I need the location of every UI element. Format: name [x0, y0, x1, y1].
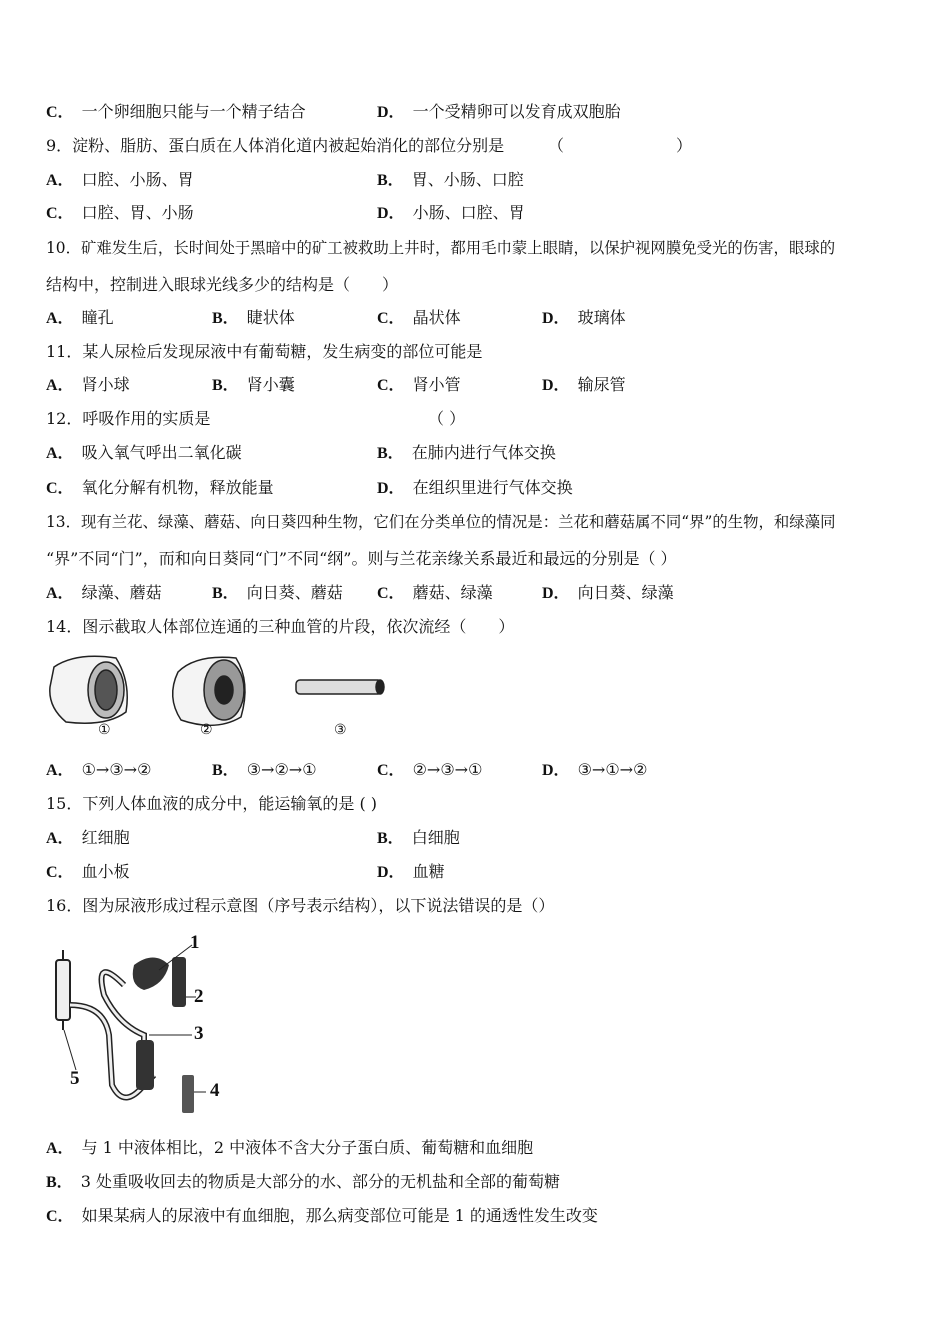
nephron-label-5: 5: [70, 1068, 80, 1089]
q12-option-b: B． 在肺内进行气体交换: [377, 443, 556, 462]
q13-stem-line2: “界”不同“门”，而和向日葵同“门”不同“纲”。则与兰花亲缘关系最近和最远的分别是（ ）: [46, 549, 677, 568]
q14-option-a: A． ①→③→②: [46, 760, 152, 779]
q9-answer-blank: （ ）: [548, 136, 693, 155]
q16-option-b: B． 3 处重吸收回去的物质是大部分的水、部分的无机盐和全部的葡萄糖: [46, 1172, 560, 1191]
vessel-label-3: ③: [334, 722, 347, 738]
q13-stem-line1: 13．现有兰花、绿藻、蘑菇、向日葵四种生物，它们在分类单位的情况是：兰花和蘑菇属不同“界”的生物，和绿藻同: [46, 513, 836, 531]
q9-option-d: D． 小肠、口腔、胃: [377, 203, 525, 222]
q10-stem-line1: 10．矿难发生后，长时间处于黑暗中的矿工被救助上井时，都用毛巾蒙上眼睛，以保护视网膜免受光的伤害，眼球的: [46, 239, 836, 257]
q9-option-a: A． 口腔、小肠、胃: [46, 170, 194, 189]
q13-option-d: D． 向日葵、绿藻: [542, 583, 674, 602]
q10-option-c: C． 晶状体: [377, 308, 461, 327]
q16-option-c: C． 如果某病人的尿液中有血细胞，那么病变部位可能是 1 的通透性发生改变: [46, 1206, 598, 1225]
q12-stem: 12．呼吸作用的实质是: [46, 409, 211, 428]
q10-option-b: B． 睫状体: [212, 308, 295, 327]
nephron-label-2: 2: [194, 986, 204, 1007]
q9-option-c: C． 口腔、胃、小肠: [46, 203, 194, 222]
q15-option-d: D． 血糖: [377, 862, 445, 881]
q14-stem: 14．图示截取人体部位连通的三种血管的片段，依次流经（ ）: [46, 617, 515, 636]
q13-option-c: C． 蘑菇、绿藻: [377, 583, 493, 602]
nephron-label-1: 1: [190, 932, 200, 953]
q14-option-c: C． ②→③→①: [377, 760, 483, 779]
capillary-illustration: [296, 680, 384, 694]
q8-option-c: C． 一个卵细胞只能与一个精子结合: [46, 102, 306, 121]
nephron-label-3: 3: [194, 1023, 204, 1044]
q10-stem-line2: 结构中，控制进入眼球光线多少的结构是（ ）: [46, 275, 399, 294]
q15-stem: 15．下列人体血液的成分中，能运输氧的是 ( ): [46, 794, 378, 813]
artery-illustration: [50, 656, 127, 723]
q12-option-a: A． 吸入氧气呼出二氧化碳: [46, 443, 242, 462]
q10-option-d: D． 玻璃体: [542, 308, 626, 327]
q12-answer-blank: （ ）: [428, 409, 466, 428]
q15-option-b: B． 白细胞: [377, 828, 460, 847]
vein-illustration: [173, 657, 245, 725]
q16-option-a: A． 与 1 中液体相比，2 中液体不含大分子蛋白质、葡萄糖和血细胞: [46, 1138, 534, 1157]
q16-stem: 16．图为尿液形成过程示意图（序号表示结构），以下说法错误的是（）: [46, 896, 555, 915]
q9-stem: 9．淀粉、脂肪、蛋白质在人体消化道内被起始消化的部位分别是: [46, 136, 505, 155]
q12-option-d: D． 在组织里进行气体交换: [377, 478, 573, 497]
nephron-label-4: 4: [210, 1080, 220, 1101]
q11-option-a: A． 肾小球: [46, 375, 130, 394]
q15-option-a: A． 红细胞: [46, 828, 130, 847]
q11-option-c: C． 肾小管: [377, 375, 461, 394]
q8-option-d: D． 一个受精卵可以发育成双胞胎: [377, 102, 621, 121]
q14-option-d: D． ③→①→②: [542, 760, 648, 779]
q9-option-b: B． 胃、小肠、口腔: [377, 170, 524, 189]
q11-option-d: D． 输尿管: [542, 375, 626, 394]
q15-option-c: C． 血小板: [46, 862, 130, 881]
q13-option-b: B． 向日葵、蘑菇: [212, 583, 343, 602]
q10-option-a: A． 瞳孔: [46, 308, 114, 327]
q11-option-b: B． 肾小囊: [212, 375, 295, 394]
q14-option-b: B． ③→②→①: [212, 760, 317, 779]
q12-option-c: C． 氧化分解有机物，释放能量: [46, 478, 274, 497]
vessel-label-2: ②: [200, 722, 213, 738]
vessel-label-1: ①: [98, 722, 111, 738]
q13-option-a: A． 绿藻、蘑菇: [46, 583, 162, 602]
q11-stem: 11．某人尿检后发现尿液中有葡萄糖，发生病变的部位可能是: [46, 342, 483, 361]
